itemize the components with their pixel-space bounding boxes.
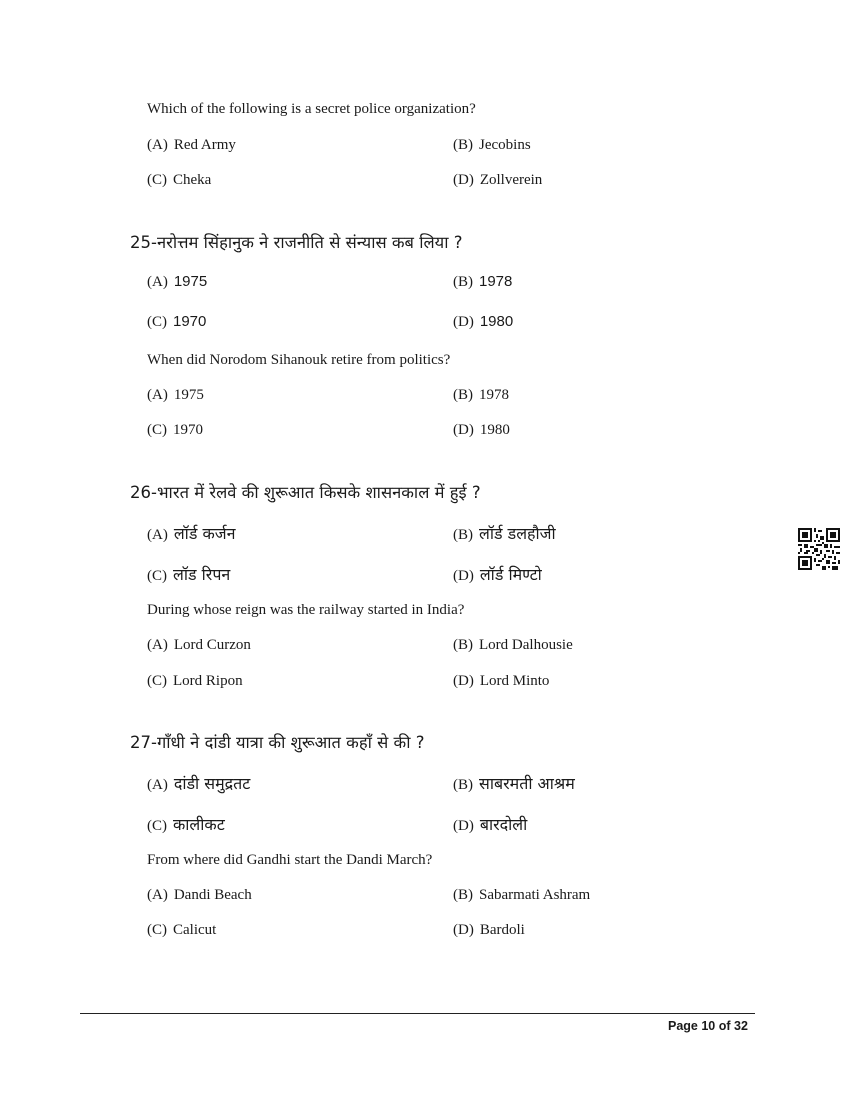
- q24-en-option-c: (C) Cheka: [147, 172, 212, 188]
- q26-hi-option-a: (A) लॉर्ड कर्जन: [147, 524, 236, 543]
- q27-en-option-b: (B) Sabarmati Ashram: [453, 887, 591, 903]
- q26-en-question: During whose reign was the railway started in India?: [147, 602, 465, 618]
- q27-en-question: From where did Gandhi start the Dandi March?: [147, 852, 433, 868]
- page-number: Page 10 of 32: [668, 1019, 748, 1033]
- q25-en-question: When did Norodom Sihanouk retire from politics?: [147, 352, 451, 368]
- q24-en-option-b: (B) Jecobins: [453, 137, 531, 153]
- q26-hi-option-c: (C) लॉड रिपन: [147, 565, 231, 584]
- q26-hi-question: 26-भारत में रेलवे की शुरूआत किसके शासनकाल में हुई ?: [130, 483, 481, 502]
- q26-hi-option-b: (B) लॉर्ड डलहौजी: [453, 524, 556, 543]
- q27-en-option-c: (C) Calicut: [147, 922, 217, 938]
- q26-en-option-c: (C) Lord Ripon: [147, 673, 243, 689]
- q26-en-option-d: (D) Lord Minto: [453, 673, 550, 689]
- q25-hi-option-c: (C) 1970: [147, 313, 207, 330]
- q25-hi-option-a: (A) 1975: [147, 273, 208, 290]
- q27-hi-option-a: (A) दांडी समुद्रतट: [147, 774, 251, 793]
- q25-en-option-d: (D) 1980: [453, 422, 510, 438]
- q25-hi-option-b: (B) 1978: [453, 273, 513, 290]
- q27-en-option-a: (A) Dandi Beach: [147, 887, 252, 903]
- q26-en-option-a: (A) Lord Curzon: [147, 637, 251, 653]
- q25-en-option-c: (C) 1970: [147, 422, 203, 438]
- q27-hi-option-c: (C) कालीकट: [147, 815, 225, 834]
- q26-hi-option-d: (D) लॉर्ड मिण्टो: [453, 565, 542, 584]
- q24-en-question: Which of the following is a secret police organization?: [147, 101, 476, 117]
- q26-en-option-b: (B) Lord Dalhousie: [453, 637, 573, 653]
- q25-hi-question: 25-नरोत्तम सिंहानुक ने राजनीति से संन्यास कब लिया ?: [130, 233, 463, 252]
- q27-hi-option-b: (B) साबरमती आश्रम: [453, 774, 575, 793]
- footer-divider: [80, 1013, 755, 1014]
- q27-en-option-d: (D) Bardoli: [453, 922, 525, 938]
- q24-en-option-d: (D) Zollverein: [453, 172, 543, 188]
- q27-hi-question: 27-गाँधी ने दांडी यात्रा की शुरूआत कहाँ से की ?: [130, 733, 425, 752]
- qr-code-icon: [798, 528, 840, 570]
- q27-hi-option-d: (D) बारदोली: [453, 815, 528, 834]
- q24-en-option-a: (A) Red Army: [147, 137, 236, 153]
- q25-en-option-a: (A) 1975: [147, 387, 204, 403]
- q25-en-option-b: (B) 1978: [453, 387, 509, 403]
- q25-hi-option-d: (D) 1980: [453, 313, 514, 330]
